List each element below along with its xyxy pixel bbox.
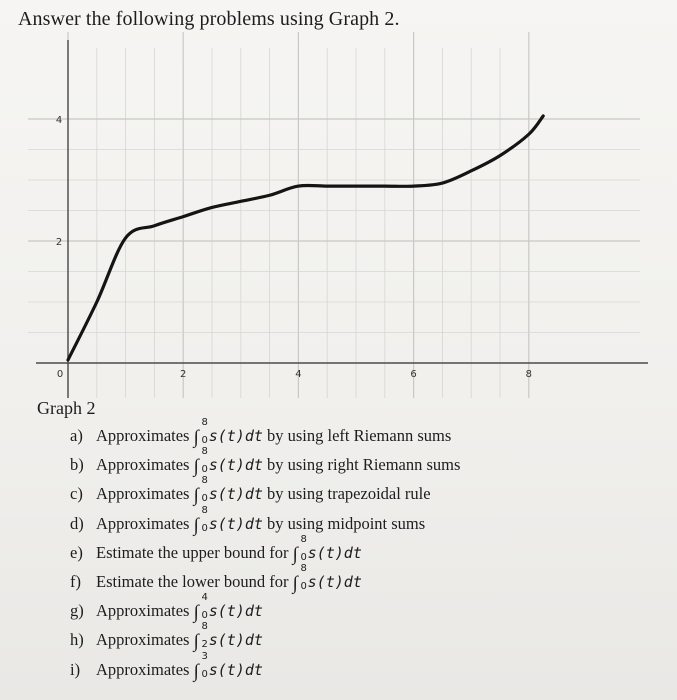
problem-suffix: by using left Riemann sums [267,426,452,445]
integral-lower-limit: 0 [201,493,208,505]
integral-upper-limit: 3 [201,650,208,662]
problem-letter: a) [70,426,83,445]
integral-upper-limit: 4 [201,592,208,604]
problem-item [70,592,460,625]
integral-sign: ∫ 8 0 [193,504,208,536]
problem-list [70,417,461,684]
problem-prefix: Approximates [96,484,190,504]
problem-suffix: by using right Riemann sums [267,455,461,475]
integral-sign: ∫ 8 0 [193,446,208,478]
problem-letter: b) [70,455,84,475]
problem-item [70,562,460,596]
integrand: s(t)dt [208,456,263,475]
integral-lower-limit: 0 [201,668,208,680]
problem-item [70,533,460,567]
integral-lower-limit: 0 [201,464,208,476]
problem-prefix: Approximates [96,455,190,475]
integral-lower-limit: 0 [201,522,208,534]
x-tick-label: 4 [295,369,302,380]
integral-upper-limit: 8 [201,446,208,458]
integrand: s(t)dt [208,602,263,621]
integral-sign: ∫ 8 0 [193,475,208,507]
tick-labels [56,115,532,380]
problem-item [70,621,460,654]
problem-letter: d) [70,513,84,533]
problem-item [70,417,460,450]
problem-prefix: Approximates [96,513,190,533]
integrand: s(t)dt [307,572,362,591]
integral-upper-limit: 8 [300,562,307,574]
integral-upper-limit: 8 [201,475,208,487]
problem-letter: e) [70,542,83,562]
problem-item [70,446,461,479]
problem-prefix: Approximates [96,630,190,650]
x-tick-label: 8 [525,369,532,380]
problem-letter: f) [70,571,81,591]
problem-prefix: Approximates [96,601,190,621]
x-tick-label: 0 [56,369,64,380]
problem-suffix: by using midpoint sums [267,513,426,533]
integral-upper-limit: 8 [201,417,208,428]
problem-letter: h) [70,630,84,650]
page-heading: Answer the following problems using Graph 2. [18,8,400,30]
problem-prefix: Approximates [96,659,190,679]
integral-lower-limit: 2 [201,639,208,651]
integral-upper-limit: 8 [300,533,307,545]
integrand: s(t)dt [208,427,263,445]
graph-caption: Graph 2 [37,398,96,418]
integral-sign: ∫ 4 0 [193,592,208,624]
problem-prefix: Estimate the lower bound for [96,571,289,591]
integral-sign: ∫ 8 2 [193,621,208,653]
problem-letter: i) [70,659,81,679]
integrand: s(t)dt [307,543,362,562]
problem-prefix: Approximates [96,426,190,445]
axes [36,40,648,398]
integral-sign: ∫ 8 0 [292,533,307,565]
problem-item [70,504,460,538]
integral-lower-limit: 0 [201,435,208,446]
y-tick-label: 4 [55,115,63,126]
x-tick-label: 2 [180,369,187,380]
integral-sign: ∫ 8 0 [292,562,307,594]
integral-lower-limit: 0 [300,580,307,592]
problem-letter: c) [70,484,83,504]
integral-lower-limit: 0 [300,551,307,563]
integral-lower-limit: 0 [201,610,208,622]
series-line-s-t [68,116,543,360]
integrand: s(t)dt [208,485,263,504]
problem-prefix: Estimate the upper bound for [96,542,289,562]
integral-upper-limit: 8 [201,621,208,633]
y-tick-label: 2 [55,237,63,248]
x-tick-label: 6 [410,369,417,380]
integral-sign: ∫ 3 0 [193,650,208,682]
problem-letter: g) [70,601,84,621]
integral-upper-limit: 8 [201,504,208,516]
grid-lines [28,32,640,398]
integrand: s(t)dt [208,631,263,650]
integral-sign: ∫ 8 0 [193,417,208,448]
problem-suffix: by using trapezoidal rule [267,484,431,504]
problem-item [70,650,460,684]
integrand: s(t)dt [208,514,263,533]
problem-item [70,475,460,508]
integrand: s(t)dt [208,660,263,679]
